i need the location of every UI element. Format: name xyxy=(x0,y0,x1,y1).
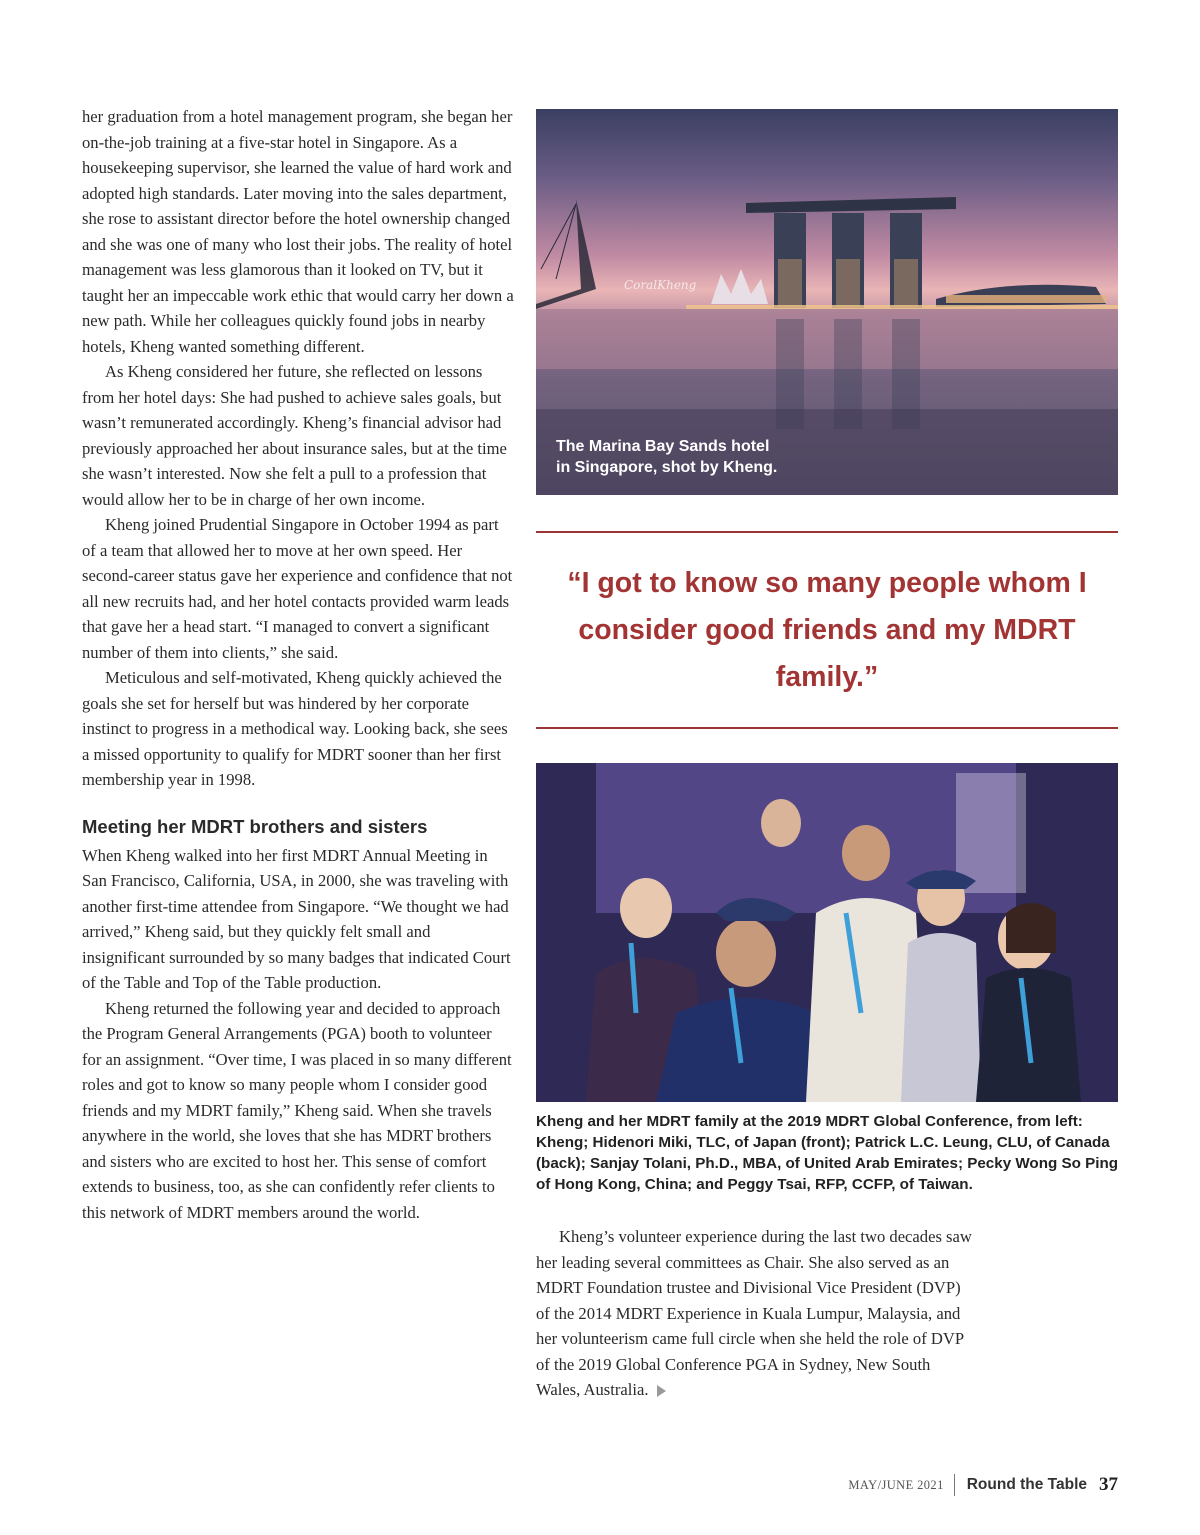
end-of-article-icon xyxy=(657,1385,666,1397)
group-photo-illustration xyxy=(536,763,1118,1102)
body-paragraph: her graduation from a hotel management program, she began her on-the-job training at a five-star hotel in Singapore. As a housekeeping supervisor, she learned the value of hard work and adopted high standards. Later moving into the sales department, she rose to assistant director before the hotel ownership changed and she was one of many who lost their jobs. The reality of hotel management was less glamorous than it looked on TV, but it taught her an impeccable work ethic that would carry her down a new path. While her colleagues quickly found jobs in nearby hotels, Kheng wanted something different. xyxy=(82,107,514,356)
section-heading: Meeting her MDRT brothers and sisters xyxy=(82,815,428,837)
photo-caption xyxy=(556,436,777,478)
pullquote-top-rule xyxy=(536,531,1118,533)
body-paragraph: Meticulous and self-motivated, Kheng quickly achieved the goals she set for herself but was hindered by her corporate instinct to progress in a methodical way. Looking back, she sees a missed opportunity to qualify for MDRT sooner than her first membership year in 1998. xyxy=(82,668,508,789)
body-paragraph: As Kheng considered her future, she reflected on lessons from her hotel days: She had pushed to achieve sales goals, but wasn’t remunerated accordingly. Kheng’s financial advisor had previously approached her about insurance sales, but at the time she wasn’t interested. Now she felt a pull to a profession that would allow her to be in charge of her own income. xyxy=(82,362,507,509)
body-paragraph: Kheng joined Prudential Singapore in October 1994 as part of a team that allowed her to move at her own speed. Her second-career status gave her experience and confidence that not all new recruits had, and her hotel contacts provided warm leads that gave her a head start. “I managed to convert a significant number of them into clients,” she said. xyxy=(82,515,513,662)
right-column xyxy=(536,1224,976,1403)
pull-quote xyxy=(536,560,1118,701)
page-number: 37 xyxy=(1099,1474,1118,1495)
body-paragraph: Kheng’s volunteer experience during the last two decades saw her leading several committees as Chair. She also served as an MDRT Foundation trustee and Divisional Vice President (DVP) of the 2014 MDRT Experience in Kuala Lumpur, Malaysia, and her volunteerism came full circle when she held the role of DVP of the 2019 Global Conference PGA in Sydney, New South Wales, Australia. xyxy=(536,1227,972,1399)
body-paragraph: Kheng returned the following year and decided to approach the Program General Arrangements (PGA) booth to volunteer for an assignment. “Over time, I was placed in so many different roles and got to know so many people whom I consider good friends and my MDRT family,” Kheng said. When she travels anywhere in the world, she loves that she has MDRT brothers and sisters who are excited to host her. This sense of comfort extends to business, too, as she can confidently refer clients to this network of MDRT members around the world. xyxy=(82,998,512,1222)
left-column xyxy=(82,104,514,1225)
body-paragraph: When Kheng walked into her first MDRT Annual Meeting in San Francisco, California, USA, in 2000, she was traveling with another first-time attendee from Singapore. “We thought we had arrived,” Kheng said, but they quickly felt small and insignificant surrounded by so many badges that indicated Court of the Table and Top of the Table production. xyxy=(82,845,511,992)
issue-date: MAY/JUNE 2021 xyxy=(848,1477,944,1492)
photo-caption-line: in Singapore, shot by Kheng. xyxy=(556,459,778,476)
pull-quote-text: “I got to know so many people whom I consider good friends and my MDRT family.” xyxy=(567,567,1087,693)
page-footer xyxy=(848,1470,1118,1500)
photo-caption: Kheng and her MDRT family at the 2019 MDRT Global Conference, from left: Kheng; Hidenori Miki, TLC, of Japan (front); Patrick L.C. Leung, CLU, of Canada (back); Sanjay Tolani, Ph.D., MBA, of United Arab Emirates; Pecky Wong So Ping of Hong Kong, China; and Peggy Tsai, RFP, CCFP, of Taiwan. xyxy=(536,1113,1118,1193)
pullquote-bottom-rule xyxy=(536,727,1118,729)
marina-bay-sands-photo xyxy=(536,109,1118,495)
photo-watermark: CoralKheng xyxy=(624,278,697,292)
publication-name: Round the Table xyxy=(966,1476,1087,1493)
photo-caption-line: The Marina Bay Sands hotel xyxy=(556,438,770,455)
mdrt-family-photo xyxy=(536,763,1118,1102)
